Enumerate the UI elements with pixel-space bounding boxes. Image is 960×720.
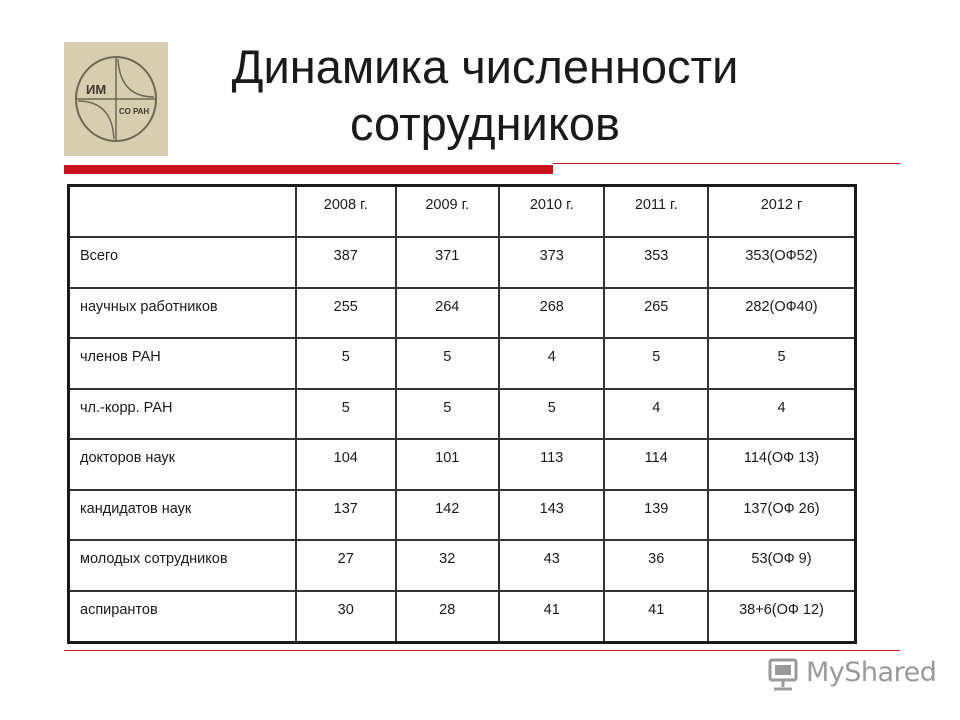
table-cell: 5 [296, 389, 396, 440]
table-cell: 264 [396, 288, 500, 339]
table-cell: 137(ОФ 26) [708, 490, 856, 541]
header-cell-empty [69, 186, 296, 237]
table-cell: 4 [499, 338, 604, 389]
table-cell: 139 [604, 490, 708, 541]
logo-icon [64, 42, 168, 156]
title-line-2: сотрудников [349, 97, 621, 150]
table-row [69, 237, 856, 288]
watermark-text: MyShared [806, 657, 937, 688]
staff-table [67, 184, 857, 644]
table-cell: 5 [604, 338, 708, 389]
table-cell: 5 [499, 389, 604, 440]
row-label: кандидатов наук [69, 490, 296, 541]
table-cell: 282(ОФ40) [708, 288, 856, 339]
table-cell: 41 [499, 591, 604, 643]
table-cell: 143 [499, 490, 604, 541]
title-line-1: Динамика численности [231, 40, 739, 93]
table-cell: 32 [396, 540, 500, 591]
table-cell: 387 [296, 237, 396, 288]
header-cell-2010: 2010 г. [499, 186, 604, 237]
table-header-row [69, 186, 856, 237]
logo-text-left: ИМ [86, 82, 107, 97]
logo-text-right: СО РАН [119, 107, 150, 116]
table-row [69, 389, 856, 440]
table-cell: 5 [396, 338, 500, 389]
bottom-rule [64, 650, 900, 651]
table-cell: 36 [604, 540, 708, 591]
table-cell: 353(ОФ52) [708, 237, 856, 288]
header-cell-2009: 2009 г. [396, 186, 500, 237]
header-cell-2008: 2008 г. [296, 186, 396, 237]
table-cell: 114(ОФ 13) [708, 439, 856, 490]
row-label: молодых сотрудников [69, 540, 296, 591]
table-cell: 43 [499, 540, 604, 591]
table-row [69, 439, 856, 490]
header-cell-2012: 2012 г [708, 186, 856, 237]
row-label: аспирантов [69, 591, 296, 643]
table-cell: 30 [296, 591, 396, 643]
table-cell: 5 [396, 389, 500, 440]
table-row [69, 490, 856, 541]
row-label: докторов наук [69, 439, 296, 490]
table-cell: 38+6(ОФ 12) [708, 591, 856, 643]
logo [64, 42, 168, 156]
table-row [69, 338, 856, 389]
table-cell: 104 [296, 439, 396, 490]
table-row [69, 288, 856, 339]
table-cell: 353 [604, 237, 708, 288]
table-cell: 53(ОФ 9) [708, 540, 856, 591]
table-cell: 4 [604, 389, 708, 440]
title-underline-thin [553, 163, 900, 164]
table-cell: 137 [296, 490, 396, 541]
table-cell: 101 [396, 439, 500, 490]
row-label: членов РАН [69, 338, 296, 389]
table-row [69, 591, 856, 643]
table-cell: 27 [296, 540, 396, 591]
row-label: Всего [69, 237, 296, 288]
table-cell: 5 [708, 338, 856, 389]
table-cell: 265 [604, 288, 708, 339]
page-title [160, 38, 810, 152]
presentation-icon [766, 657, 802, 693]
table-cell: 268 [499, 288, 604, 339]
table-cell: 142 [396, 490, 500, 541]
table-cell: 113 [499, 439, 604, 490]
table-cell: 255 [296, 288, 396, 339]
header-cell-2011: 2011 г. [604, 186, 708, 237]
table-cell: 371 [396, 237, 500, 288]
table-cell: 4 [708, 389, 856, 440]
row-label: чл.-корр. РАН [69, 389, 296, 440]
table-cell: 41 [604, 591, 708, 643]
table-cell: 114 [604, 439, 708, 490]
table-cell: 28 [396, 591, 500, 643]
title-underline-thick [64, 165, 553, 174]
table-cell: 5 [296, 338, 396, 389]
table-row [69, 540, 856, 591]
watermark [766, 655, 936, 695]
table-cell: 373 [499, 237, 604, 288]
row-label: научных работников [69, 288, 296, 339]
